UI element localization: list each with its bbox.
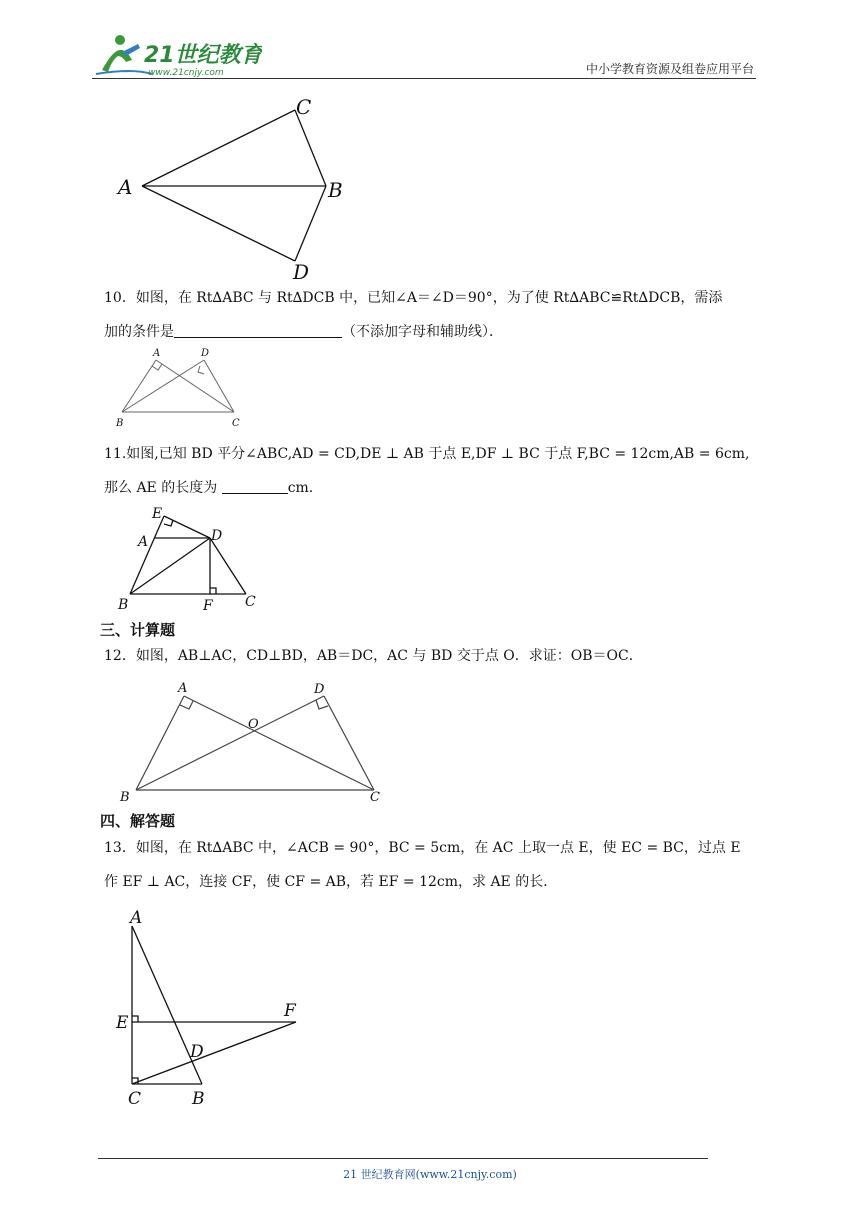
figure-q12 xyxy=(112,676,392,806)
q10-label-c: C xyxy=(232,418,240,429)
figure-q11 xyxy=(112,502,262,614)
q13-label-e: E xyxy=(116,1013,129,1033)
q11-label-d: D xyxy=(211,528,223,544)
q13-text-line2: 作 EF ⊥ AC，连接 CF，使 CF = AB，若 EF = 12cm，求 AE 的长． xyxy=(104,874,558,890)
figure-q10 xyxy=(112,346,247,432)
figure-q13 xyxy=(112,904,312,1114)
q10-text-line1: 10．如图，在 Rt∆ABC 与 Rt∆DCB 中，已知∠A＝∠D＝90°，为了使 Rt∆ABC≌Rt∆DCB，需添 xyxy=(104,290,723,306)
q11-text-line2 xyxy=(104,478,313,498)
q12-label-b: B xyxy=(120,790,130,805)
header-divider xyxy=(92,78,756,79)
footer-link-text[interactable]: 21 世纪教育网(www.21cnjy.com) xyxy=(343,1168,517,1181)
q13-label-b: B xyxy=(192,1089,205,1109)
q12-label-c: C xyxy=(370,790,380,805)
q13-label-f: F xyxy=(284,1001,296,1021)
site-logo xyxy=(92,30,262,80)
q10-label-b: B xyxy=(116,418,124,429)
header-platform-text: 中小学教育资源及组卷应用平台 xyxy=(585,62,754,76)
q11-answer-blank[interactable] xyxy=(222,479,288,494)
figure-kite-abcd xyxy=(110,96,350,282)
label-d: D xyxy=(293,260,310,282)
q10-text-line2 xyxy=(104,322,503,342)
svg-text:21世纪教育: 21世纪教育 xyxy=(144,43,262,68)
q12-label-a: A xyxy=(178,681,188,696)
section-title-answer: 四、解答题 xyxy=(100,812,176,830)
q13-label-a: A xyxy=(130,908,143,928)
label-c: C xyxy=(296,96,312,119)
logo-runner-icon xyxy=(92,30,262,80)
q12-label-o: O xyxy=(248,717,259,732)
section-title-calculation: 三、计算题 xyxy=(100,621,176,639)
q11-label-a: A xyxy=(138,534,149,550)
q13-label-d: D xyxy=(190,1042,204,1062)
q10-suffix: （不添加字母和辅助线）． xyxy=(342,324,503,340)
q11-prefix: 那么 AE 的长度为 xyxy=(104,480,222,496)
q13-label-c: C xyxy=(128,1089,142,1109)
svg-text:www.21cnjy.com: www.21cnjy.com xyxy=(148,68,224,78)
q11-text-line1: 11.如图,已知 BD 平分∠ABC,AD = CD,DE ⊥ AB 于点 E,DF ⊥ BC 于点 F,BC = 12cm,AB = 6cm, xyxy=(104,446,750,462)
q13-text-line1: 13．如图，在 Rt∆ABC 中，∠ACB = 90°，BC = 5cm，在 AC 上取一点 E，使 EC = BC，过点 E xyxy=(104,840,741,856)
q10-prefix: 加的条件是 xyxy=(104,324,174,340)
q12-text: 12．如图，AB⊥AC，CD⊥BD，AB＝DC，AC 与 BD 交于点 O．求证：OB＝OC． xyxy=(104,648,643,664)
q11-label-c: C xyxy=(245,594,256,610)
label-a: A xyxy=(118,175,133,199)
q11-label-e: E xyxy=(152,506,163,522)
q10-label-d: D xyxy=(201,348,210,359)
q10-label-a: A xyxy=(153,348,161,359)
label-b: B xyxy=(328,178,343,202)
q11-label-f: F xyxy=(203,598,213,614)
q12-label-d: D xyxy=(314,682,325,697)
footer-divider xyxy=(98,1158,708,1159)
q11-suffix: cm. xyxy=(287,480,314,496)
q10-answer-blank[interactable] xyxy=(174,323,342,338)
q11-label-b: B xyxy=(118,597,129,613)
